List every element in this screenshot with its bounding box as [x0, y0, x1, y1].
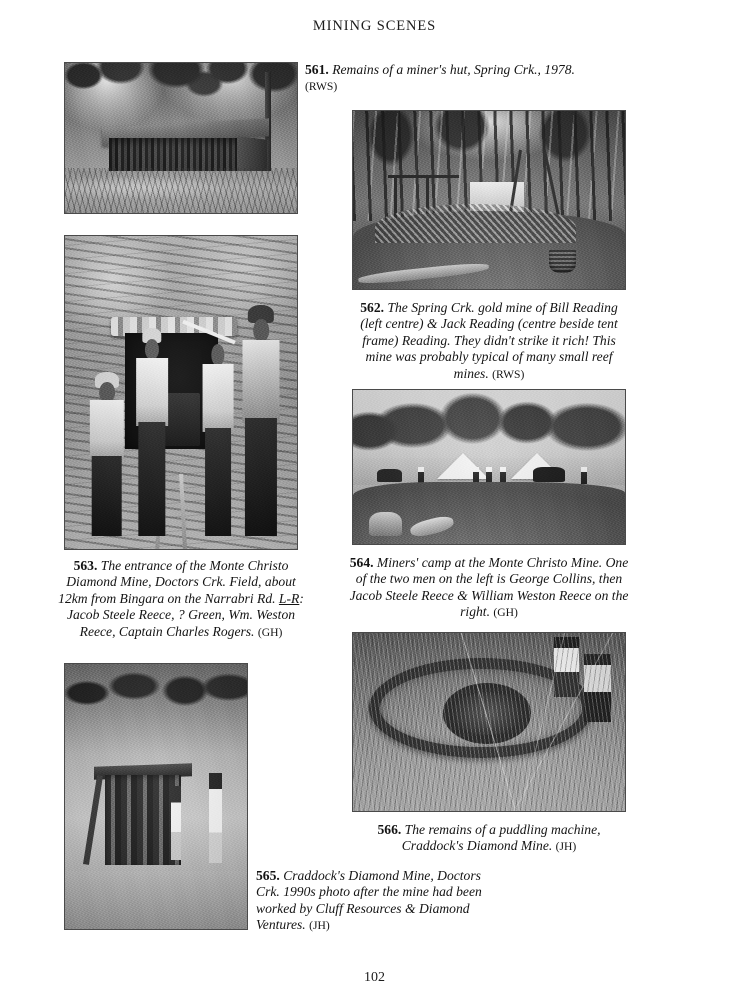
caption-561-text: Remains of a miner's hut, Spring Crk., 1978.: [332, 62, 575, 77]
caption-563-number: 563.: [73, 558, 98, 573]
caption-564: [348, 555, 630, 622]
caption-563-lr-label: L-R: [278, 590, 300, 606]
vignette: [65, 664, 247, 929]
caption-563-credit: (GH): [257, 625, 283, 639]
caption-565-credit: (JH): [309, 919, 330, 933]
caption-562-number: 562.: [360, 300, 385, 315]
vignette: [353, 111, 625, 289]
caption-563: [58, 558, 304, 641]
caption-564-number: 564.: [349, 555, 374, 570]
caption-562-credit: (RWS): [492, 367, 525, 381]
caption-561-credit: (RWS): [305, 80, 338, 94]
photo-564-image: [353, 390, 625, 544]
caption-563-text-after: : Jacob Steele Reece, ? Green, Wm. Weston Reece, Captain Charles Rogers.: [66, 590, 304, 639]
vignette: [65, 236, 297, 549]
photo-566-image: [353, 633, 625, 811]
caption-566-credit: (JH): [555, 840, 577, 854]
caption-563-text-before: The entrance of the Monte Christo Diamond Mine, Doctors Crk. Field, about 12km from Bingara on the Narrabri Rd.: [58, 558, 296, 606]
photo-564: [352, 389, 626, 545]
page-header: MINING SCENES: [312, 18, 437, 34]
photo-562: [352, 110, 626, 290]
caption-564-text: Miners' camp at the Monte Christo Mine. One of the two men on the left is George Collins, then Jacob Steele Reece & William Weston Reece on the right.: [349, 555, 629, 620]
photo-561: [64, 62, 298, 214]
photo-566: [352, 632, 626, 812]
vignette: [353, 633, 625, 811]
photo-563-image: [65, 236, 297, 549]
caption-562-text: The Spring Crk. gold mine of Bill Reading (left centre) & Jack Reading (centre beside tent frame) Reading. They didn't strike it rich! This mine was probably typical of many small reef mines.: [360, 300, 618, 381]
caption-565-text: Craddock's Diamond Mine, Doctors Crk. 1990s photo after the mine had been worked by Cluff Resources & Diamond Ventures.: [256, 868, 482, 933]
caption-566-number: 566.: [377, 822, 402, 837]
caption-566-text: The remains of a puddling machine, Craddock's Diamond Mine.: [401, 822, 601, 854]
photo-561-image: [65, 63, 297, 213]
caption-565-number: 565.: [256, 868, 280, 883]
caption-562: [348, 300, 630, 383]
photo-563: [64, 235, 298, 550]
caption-565: [256, 868, 506, 935]
caption-564-credit: (GH): [493, 606, 518, 620]
caption-561-number: 561.: [305, 62, 329, 77]
page-number: 102: [364, 970, 385, 985]
vignette: [353, 390, 625, 544]
caption-561: [305, 62, 575, 96]
photo-565: [64, 663, 248, 930]
photo-565-image: [65, 664, 247, 929]
caption-566: [348, 822, 630, 856]
photo-562-image: [353, 111, 625, 289]
vignette: [65, 63, 297, 213]
